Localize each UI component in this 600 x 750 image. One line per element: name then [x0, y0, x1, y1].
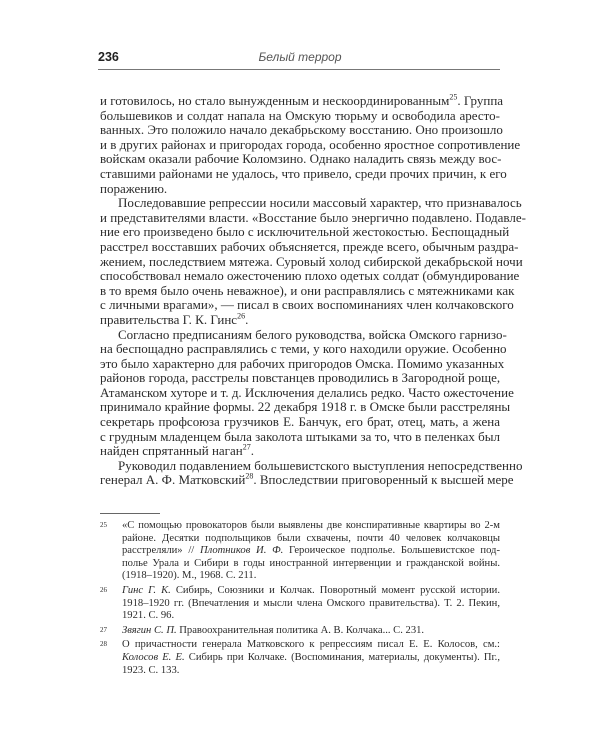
text-segment: ставшими районами не удалось, что привело, среди прочих причин, к его	[100, 165, 507, 181]
text-segment: 1923. С. 133.	[122, 664, 180, 676]
text-segment: правительства Г. К. Гинс	[100, 311, 238, 327]
text-segment: районов города, расстрелы повстанцев проводились в Загородной роще,	[100, 370, 501, 386]
footnote-line	[122, 558, 500, 571]
text-segment: секретарь профсоюза грузчиков Е. Банчук, его брат, отец, мать, а жена	[100, 414, 500, 430]
footnote-number: 28	[100, 640, 107, 649]
text-segment: .	[245, 311, 249, 327]
text-segment: найден спрятанный наган	[100, 443, 243, 459]
text-segment: 1918–1920 гг. (Впечатления и мысли члена Омского правительства). Т. 2. Пекин,	[122, 597, 500, 609]
text-line	[100, 415, 500, 430]
footnote-line	[122, 639, 500, 652]
text-line	[100, 399, 511, 415]
text-line	[100, 136, 521, 153]
paragraph	[100, 326, 514, 459]
text-line	[100, 224, 510, 240]
text-segment: и представителями власти. «Восстание было энергично подавлено. Подавле-	[100, 209, 526, 225]
author-name: Плотников И. Ф.	[199, 545, 284, 557]
text-line	[100, 355, 505, 372]
author-name: Звягин С. П.	[122, 624, 177, 636]
text-segment: Согласно предписаниям белого руководства, войска Омского гарнизо-	[118, 326, 507, 342]
text-line	[100, 326, 507, 343]
text-segment: О причастности генерала Матковского к репрессиям писал Е. Е. Колосов, см.:	[122, 639, 500, 651]
footnote-line	[122, 570, 500, 583]
text-segment: расстреляли» //	[122, 545, 200, 557]
body-text	[100, 92, 526, 488]
footnote-line	[122, 598, 500, 611]
page-number: 236	[98, 50, 119, 64]
text-line	[100, 268, 520, 284]
footnote-line	[122, 545, 500, 558]
text-segment: Героическое подполье. Большевистское под-	[283, 545, 500, 557]
text-segment: районе. Десятки подпольщиков были схвачены, почти 40 человек колчаковцы	[122, 532, 500, 544]
footnote	[100, 625, 500, 638]
text-line	[100, 282, 515, 299]
footnote-number: 25	[100, 521, 107, 529]
footnote-ref: 28	[245, 472, 254, 482]
text-line	[100, 253, 523, 270]
text-line	[100, 165, 507, 182]
footnote-line	[122, 585, 500, 598]
text-segment: жением, последствием мятежа. Суровый холод сибирской декабрьской ночи	[100, 253, 523, 269]
text-line	[100, 384, 514, 401]
text-segment: на беспощадно расправлялись с теми, у кого находили оружие. Особенно	[100, 341, 507, 357]
text-segment: ние его произведено было с исключительной жестокостью. Беспощадный	[100, 224, 510, 240]
text-line	[100, 341, 507, 357]
text-line	[100, 313, 500, 328]
footnote-ref: 25	[449, 92, 458, 102]
text-segment: и готовилось, но стало вынужденным и нескоординированным	[100, 93, 450, 108]
footnote	[100, 585, 500, 623]
text-line	[100, 92, 504, 109]
text-segment: Последовавшие репрессии носили массовый характер, что признавалось	[118, 195, 522, 211]
footnote-line	[122, 533, 500, 546]
text-segment: способствовал немало ожесточению плохо одетых солдат (обмундирование	[100, 268, 520, 284]
text-segment: с грудным младенцем была заколота штыками за то, что в пеленках был	[100, 428, 500, 444]
footnote-number: 27	[100, 625, 107, 634]
text-segment: поражению.	[100, 180, 168, 196]
text-segment: «С помощью провокаторов были выявлены две конспиративные квартиры во 2-м	[122, 520, 500, 531]
text-segment: это было характерно для рабочих пригородов Омска. Помимо указанных	[100, 355, 505, 371]
text-line	[100, 109, 500, 124]
header-rule	[98, 69, 500, 70]
text-line	[100, 472, 514, 488]
text-segment: . Группа	[457, 93, 504, 108]
text-line	[100, 195, 522, 211]
text-segment: . Впоследствии приговоренный к высшей мере	[253, 472, 514, 488]
text-segment: в то время было очень неважное), и они расправлялись с мятежниками как	[100, 282, 515, 298]
text-line	[100, 371, 500, 386]
text-segment: войскам оказали рабочие Коломзино. Однако наладить связь между вос-	[100, 151, 502, 167]
text-segment: с личными врагами», — писал в своих воспоминаниях член колчаковского	[100, 297, 514, 313]
footnote-ref: 26	[237, 311, 246, 321]
text-segment: 1921. С. 96.	[122, 610, 175, 622]
paragraph	[100, 195, 526, 327]
text-line	[100, 209, 526, 226]
text-segment: Сибирь при Колчаке. (Воспоминания, материалы, документы). Пг.,	[184, 651, 500, 663]
text-segment: большевиков и солдат напала на Омскую тюрьму и освободила аресто-	[100, 107, 500, 123]
author-name: Колосов Е. Е.	[122, 651, 185, 663]
author-name: Гинс Г. К.	[122, 584, 171, 596]
text-line	[100, 152, 500, 167]
text-segment: и в других районах и пригородах города, особенно яростное сопротивление	[100, 136, 521, 152]
footnote-line	[122, 520, 500, 533]
text-line	[100, 238, 519, 255]
footnote-ref: 27	[242, 442, 251, 452]
footnote-line	[122, 652, 500, 665]
text-segment: генерал А. Ф. Матковский	[100, 472, 246, 488]
text-segment: Правоохранительная политика А. В. Колчака... С. 231.	[176, 624, 425, 636]
footnote-number: 26	[100, 585, 107, 594]
footnote-line	[122, 665, 500, 678]
text-line	[100, 297, 514, 313]
running-title: Белый террор	[258, 50, 342, 64]
footnote	[100, 639, 500, 677]
text-segment: Атаманском хуторе и т. д. Исключения делались редко. Часто ожесточение	[100, 384, 514, 400]
footnote	[100, 520, 500, 583]
text-segment: принимало крайние формы. 22 декабря 1918 г. в Омске были расстреляны	[100, 399, 511, 415]
footnote-line	[122, 610, 500, 623]
text-segment: ванных. Это положило начало декабрьскому восстанию. Оно произошло	[100, 122, 503, 138]
footnotes	[100, 520, 500, 679]
text-segment: полье Урала и Сибири в годы иностранной интервенции и гражданской войны.	[122, 557, 500, 569]
footnote-line	[122, 625, 500, 638]
text-segment: Сибирь, Союзники и Колчак. Поворотный момент русской истории.	[170, 584, 500, 596]
text-line	[100, 182, 500, 197]
text-segment: .	[250, 443, 254, 459]
footnote-separator	[100, 513, 160, 514]
paragraph	[100, 457, 523, 488]
text-segment: Руководил подавлением большевистского выступления непосредственно	[118, 457, 523, 473]
text-segment: расстрел восставших рабочих объясняется, прежде всего, обычным раздра-	[100, 238, 519, 254]
text-segment: (1918–1920). М., 1968. С. 211.	[122, 570, 257, 582]
text-line	[100, 444, 500, 459]
text-line	[100, 122, 503, 138]
paragraph	[100, 92, 521, 196]
